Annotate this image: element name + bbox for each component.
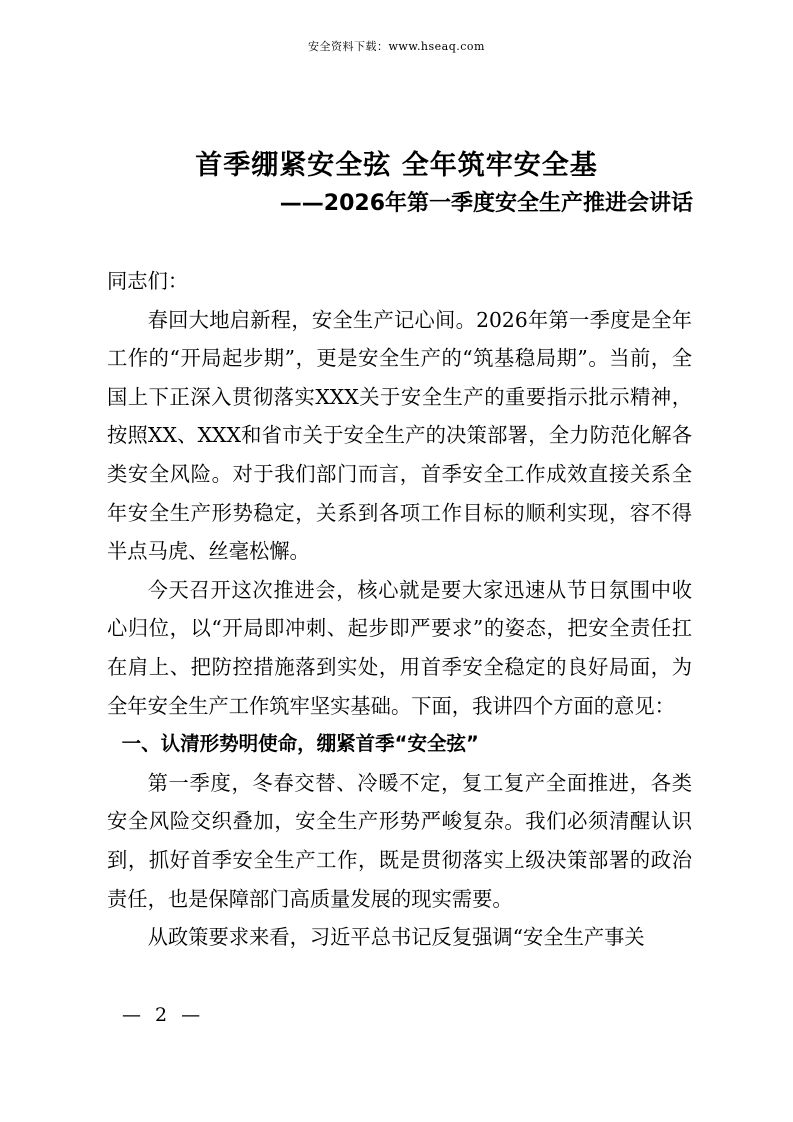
- document-subtitle: ——2026年第一季度安全生产推进会讲话: [279, 191, 693, 216]
- paragraph: 第一季度，冬春交替、冷暖不定，复工复产全面推进，各类安全风险交织叠加，安全生产形势严峻复杂。我们必须清醒认识到，抓好首季安全生产工作，既是贯彻落实上级决策部署的政治责任，也是保障部门高质量发展的现实需要。: [107, 770, 692, 911]
- paragraph: 今天召开这次推进会，核心就是要大家迅速从节日氛围中收心归位，以“开局即冲刺、起步即严要求”的姿态，把安全责任扛在肩上、把防控措施落到实处，用首季安全稳定的良好局面，为全年安全生产工作筑牢坚实基础。下面，我讲四个方面的意见：: [107, 577, 692, 718]
- document-body: [107, 262, 692, 957]
- paragraph: 从政策要求来看，习近平总书记反复强调“安全生产事关: [147, 925, 645, 950]
- document-title: 首季绷紧安全弦 全年筑牢安全基: [195, 150, 598, 181]
- page-header: 安全资料下载：www.hseaq.com: [308, 40, 485, 53]
- paragraph: 春回大地启新程，安全生产记心间。2026年第一季度是全年工作的“开局起步期”，更是安全生产的“筑基稳局期”。当前，全国上下正深入贯彻落实XXX关于安全生产的重要指示批示精神，按照XX、XXX和省市关于安全生产的决策部署，全力防范化解各类安全风险。对于我们部门而言，首季安全工作成效直接关系全年安全生产形势稳定，关系到各项工作目标的顺利实现，容不得半点马虎、丝毫松懈。: [107, 307, 692, 564]
- page-number: — 2 —: [122, 1004, 205, 1026]
- section-heading: 一、认清形势明使命，绷紧首季“安全弦”: [121, 732, 479, 756]
- salutation: 同志们：: [107, 269, 189, 293]
